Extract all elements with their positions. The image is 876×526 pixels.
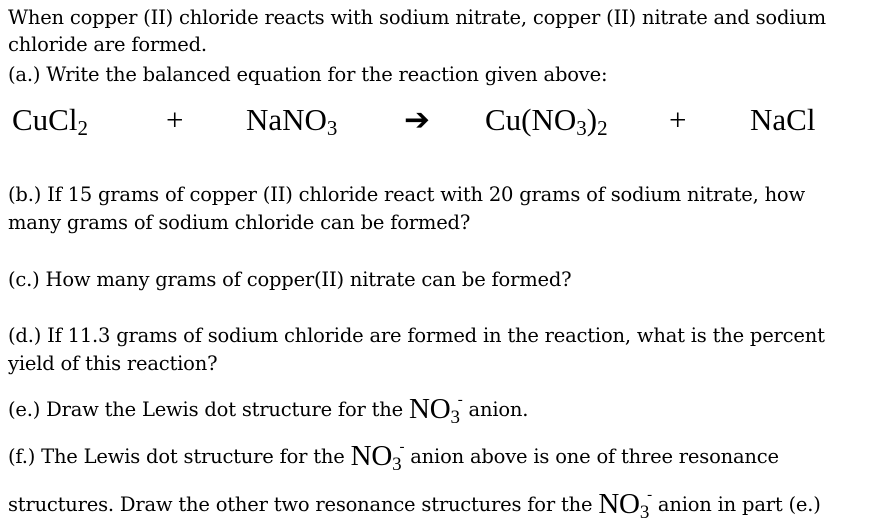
- part-b-line-1: (b.) If 15 grams of copper (II) chloride react with 20 grams of sodium nitrate, how: [8, 183, 805, 206]
- part-b-line-2: many grams of sodium chloride can be formed?: [8, 211, 471, 234]
- part-e-question: (e.) Draw the Lewis dot structure for the $NO_3^-$ anion.: [8, 392, 529, 428]
- intro-line-1: When copper (II) chloride reacts with sodium nitrate, copper (II) nitrate and sodium: [8, 6, 826, 29]
- plus-sign-2: +: [669, 102, 687, 137]
- intro-line-2: chloride are formed.: [8, 33, 207, 56]
- part-d-line-2: yield of this reaction?: [8, 352, 218, 375]
- plus-sign-1: +: [166, 102, 184, 137]
- product-nacl: NaCl: [750, 102, 816, 137]
- nitrate-ion-formula: $NO_3^-$: [408, 392, 463, 428]
- reactant-nano3: NaNO$_3$: [246, 102, 338, 140]
- reaction-arrow-icon: ➔: [404, 102, 430, 137]
- part-a-question: (a.) Write the balanced equation for the reaction given above:: [8, 63, 608, 86]
- part-f-line-1: (f.) The Lewis dot structure for the $NO_3^-$ anion above is one of three resonance: [8, 439, 779, 475]
- reactant-cucl2: CuCl$_2$: [12, 102, 88, 140]
- nitrate-ion-formula: $NO_3^-$: [598, 487, 652, 523]
- part-f-line-2: structures. Draw the other two resonance structures for the $NO_3^-$ anion in part (e.): [8, 487, 821, 523]
- nitrate-ion-formula: $NO_3^-$: [350, 439, 405, 475]
- product-cuno32: $Cu(NO_3)_2$: [485, 102, 608, 140]
- part-d-line-1: (d.) If 11.3 grams of sodium chloride are formed in the reaction, what is the percent: [8, 324, 825, 347]
- part-c-question: (c.) How many grams of copper(II) nitrate can be formed?: [8, 268, 572, 291]
